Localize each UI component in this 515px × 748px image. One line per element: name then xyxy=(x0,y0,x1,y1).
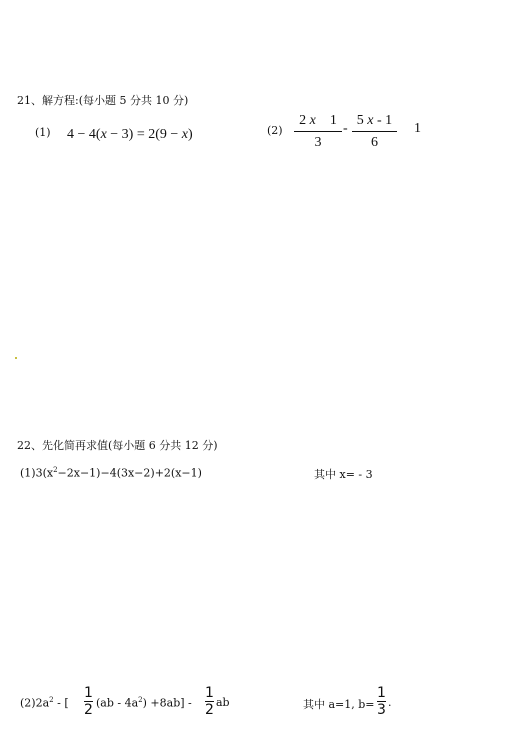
q21-p1-label: (1) xyxy=(35,126,51,139)
q22-p2-expr-start: $(2)2a^2$ - [ xyxy=(20,696,69,710)
q21-p2-minus: - xyxy=(343,121,348,136)
q21-p2-label: (2) xyxy=(267,124,283,137)
stray-mark xyxy=(15,357,17,359)
q22-p2-fraction-2: 1 2 xyxy=(205,685,214,718)
q21-p2-rhs: 1 xyxy=(414,121,421,136)
q22-p2-condition: 其中 a=1, b= xyxy=(303,698,375,711)
q22-heading: 22、先化简再求值(每小题 6 分共 12 分) xyxy=(17,439,218,452)
q21-heading: 21、解方程:(每小题 5 分共 10 分) xyxy=(17,94,189,107)
q22-p2-fraction-3: 1 3 xyxy=(377,685,386,718)
q22-p1-expression: $(1)3(x^2-2x-1)-4(3x-2)+2(x-1)$ xyxy=(20,466,202,480)
q22-p1-condition: 其中 x= - 3 xyxy=(314,468,373,481)
q22-p2-expr-tail: ab xyxy=(216,696,230,709)
q22-p2-expr-middle: $(ab - 4a^2) +8ab$] - xyxy=(96,696,192,710)
q22-p2-period: . xyxy=(388,696,392,709)
q21-p1-equation: 4 − 4(x − 3) = 2(9 − x) xyxy=(67,127,193,142)
q22-p2-fraction-1: 1 2 xyxy=(84,685,93,718)
q21-p2-fraction-2: 5 x - 1 6 xyxy=(352,113,397,151)
q21-p2-fraction-1: 2 x 1 3 xyxy=(294,113,342,151)
